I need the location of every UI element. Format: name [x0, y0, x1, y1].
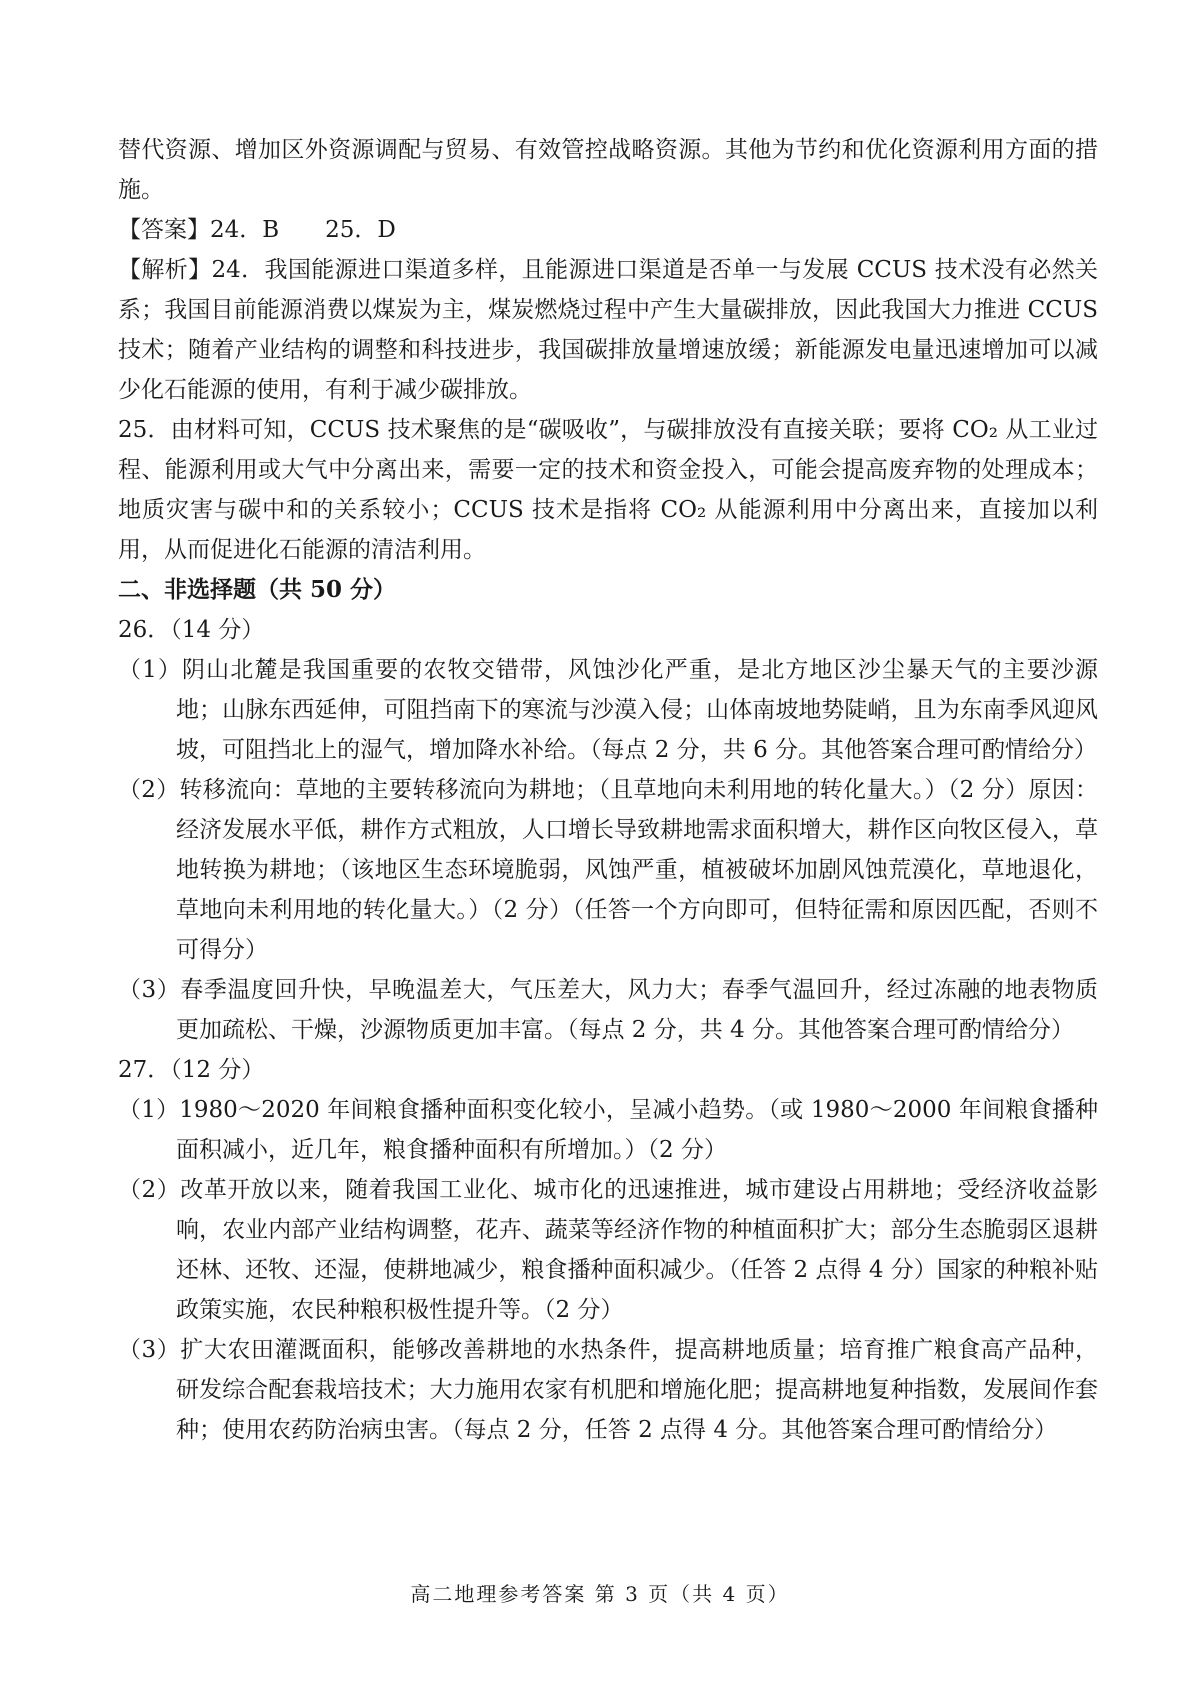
analysis-25: 25．由材料可知，CCUS 技术聚焦的是“碳吸收”，与碳排放没有直接关联；要将 CO₂ 从工业过程、能源利用或大气中分离出来，需要一定的技术和资金投入，可能会提高废弃物的处理成本；地质灾害与碳中和的关系较小；CCUS 技术是指将 CO₂ 从能源利用中分离出来，直接加以利用，从而促进化石能源的清洁利用。: [118, 417, 1098, 563]
answer-line: 【答案】24．B 25．D: [118, 217, 396, 243]
question-27-title: 27．（12 分）: [118, 1057, 265, 1083]
section-heading: 二、非选择题（共 50 分）: [118, 576, 397, 603]
q26-part-2: （2）转移流向：草地的主要转移流向为耕地；（且草地向未利用地的转化量大。）（2 分）原因：经济发展水平低，耕作方式粗放，人口增长导致耕地需求面积增大，耕作区向牧区侵入，草地转换为耕地；（该地区生态环境脆弱，风蚀严重，植被破坏加剧风蚀荒漠化，草地退化，草地向未利用地的转化量大。）（2 分）（任答一个方向即可，但特征需和原因匹配，否则不可得分）: [118, 777, 1098, 963]
page-footer: 高二地理参考答案 第 3 页（共 4 页）: [410, 1582, 790, 1606]
question-26-title: 26．（14 分）: [118, 617, 265, 643]
q26-part-1: （1）阴山北麓是我国重要的农牧交错带，风蚀沙化严重，是北方地区沙尘暴天气的主要沙源地；山脉东西延伸，可阻挡南下的寒流与沙漠入侵；山体南坡地势陡峭，且为东南季风迎风坡，可阻挡北上的湿气，增加降水补给。（每点 2 分，共 6 分。其他答案合理可酌情给分）: [118, 657, 1098, 763]
analysis-24: 【解析】24．我国能源进口渠道多样，且能源进口渠道是否单一与发展 CCUS 技术没有必然关系；我国目前能源消费以煤炭为主，煤炭燃烧过程中产生大量碳排放，因此我国大力推进 CCUS 技术；随着产业结构的调整和科技进步，我国碳排放量增速放缓；新能源发电量迅速增加可以减少化石能源的使用，有利于减少碳排放。: [118, 257, 1098, 403]
q27-part-2: （2）改革开放以来，随着我国工业化、城市化的迅速推进，城市建设占用耕地；受经济收益影响，农业内部产业结构调整，花卉、蔬菜等经济作物的种植面积扩大；部分生态脆弱区退耕还林、还牧、还湿，使耕地减少，粮食播种面积减少。（任答 2 点得 4 分）国家的种粮补贴政策实施，农民种粮积极性提升等。（2 分）: [118, 1177, 1098, 1323]
paragraph-continuation: 替代资源、增加区外资源调配与贸易、有效管控战略资源。其他为节约和优化资源利用方面的措施。: [118, 137, 1098, 203]
q26-part-3: （3）春季温度回升快，早晚温差大，气压差大，风力大；春季气温回升，经过冻融的地表物质更加疏松、干燥，沙源物质更加丰富。（每点 2 分，共 4 分。其他答案合理可酌情给分）: [118, 977, 1098, 1043]
q27-part-3: （3）扩大农田灌溉面积，能够改善耕地的水热条件，提高耕地质量；培育推广粮食高产品种，研发综合配套栽培技术；大力施用农家有机肥和增施化肥；提高耕地复种指数，发展间作套种；使用农药防治病虫害。（每点 2 分，任答 2 点得 4 分。其他答案合理可酌情给分）: [118, 1337, 1098, 1443]
q27-part-1: （1）1980～2020 年间粮食播种面积变化较小，呈减小趋势。（或 1980～2000 年间粮食播种面积减小，近几年，粮食播种面积有所增加。）（2 分）: [118, 1097, 1098, 1163]
